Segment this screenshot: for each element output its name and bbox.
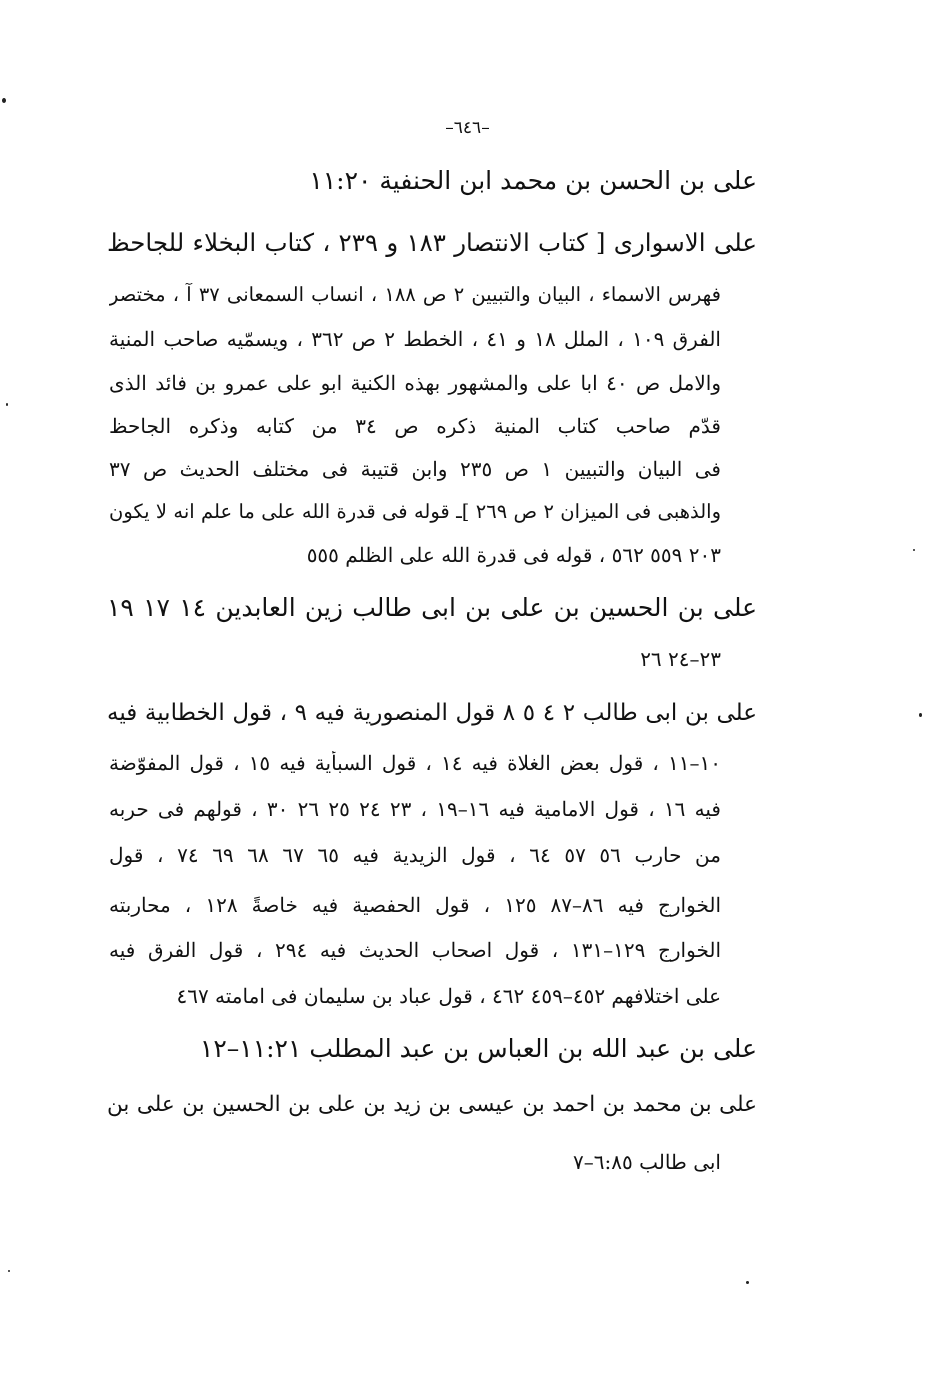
page-number: –٦٤٦– bbox=[445, 118, 490, 138]
entry-continuation-line: ٢٠٣ ٥٥٩ ٥٦٢ ، قوله فى قدرة الله على الظلم ٥٥٥ bbox=[306, 543, 721, 567]
entry-continuation-line: فهرس الاسماء ، البيان والتبيين ٢ ص ١٨٨ ، انساب السمعانى ٣٧ آ ، مختصر bbox=[109, 283, 721, 306]
entry-continuation-line: والذهبى فى الميزان ٢ ص ٢٦٩ ]ـ قوله فى قدرة الله على ما علم انه لا يكون bbox=[109, 500, 721, 523]
entry-heading-ali-ibn-abi-talib: على بن ابى طالب ٢ ٤ ٥ ٨ قول المنصورية فيه ٩ ، قول الخطابية فيه bbox=[107, 700, 757, 726]
entry-continuation-line: ابى طالب ٦:٨٥–٧ bbox=[573, 1150, 721, 1174]
entry-continuation-line: والامل ص ٤٠ ابا على والمشهور بهذه الكنية ابو على عمرو بن فائد الذى bbox=[109, 371, 721, 395]
entry-continuation-line: قدّم صاحب كتاب المنية ذكره ص ٣٤ من كتابه وذكره الجاحظ bbox=[109, 414, 721, 438]
entry-continuation-line: على اختلافهم ٤٥٢–٤٥٩ ٤٦٢ ، قول عباد بن سليمان فى امامته ٤٦٧ bbox=[176, 984, 721, 1008]
entry-continuation-line: الفرق ١٠٩ ، الملل ١٨ و ٤١ ، الخطط ٢ ص ٣٦٢ ، ويسمّيه صاحب المنية bbox=[109, 327, 721, 351]
scan-speck bbox=[913, 549, 915, 551]
scan-speck bbox=[6, 403, 8, 406]
entry-heading-ali-ibn-al-husayn: على بن الحسين بن على بن ابى طالب زين العابدين ١٤ ١٧ ١٩ bbox=[107, 593, 757, 622]
scan-speck bbox=[8, 1270, 10, 1272]
entry-continuation-line: فيه ١٦ ، قول الامامية فيه ١٦–١٩ ، ٢٣ ٢٤ ٢٥ ٢٦ ٣٠ ، قولهم فى حربه bbox=[109, 797, 721, 821]
entry-heading-ali-ibn-al-hasan: على بن الحسن بن محمد ابن الحنفية ١١:٢٠ bbox=[309, 166, 757, 195]
entry-heading-ali-ibn-muhammad: على بن محمد بن احمد بن عيسى بن زيد بن على بن الحسين بن على بن bbox=[107, 1092, 757, 1117]
scan-speck bbox=[2, 98, 6, 103]
scan-speck bbox=[919, 713, 922, 717]
entry-continuation-line: ٢٣–٢٤ ٢٦ bbox=[640, 647, 721, 671]
entry-heading-ali-al-uswari: على الاسوارى [ كتاب الانتصار ١٨٣ و ٢٣٩ ، كتاب البخلاء للجاحظ bbox=[107, 228, 757, 257]
entry-continuation-line: من حارب ٥٦ ٥٧ ٦٤ ، قول الزيدية فيه ٦٥ ٦٧ ٦٨ ٦٩ ٧٤ ، قول bbox=[109, 843, 721, 867]
entry-continuation-line: فى البيان والتبيين ١ ص ٢٣٥ وابن قتيبة فى مختلف الحديث ص ٣٧ bbox=[109, 457, 721, 481]
entry-continuation-line: الخوارج فيه ٨٦–٨٧ ١٢٥ ، قول الحفصية فيه خاصةً ١٢٨ ، محاربته bbox=[109, 893, 721, 917]
entry-continuation-line: ١٠–١١ ، قول بعض الغلاة فيه ١٤ ، قول السبأية فيه ١٥ ، قول المفوّضة bbox=[109, 751, 721, 775]
scan-speck bbox=[746, 1281, 749, 1284]
entry-continuation-line: الخوارج ١٢٩–١٣١ ، قول اصحاب الحديث فيه ٢٩٤ ، قول الفرق فيه bbox=[109, 938, 721, 962]
entry-heading-ali-ibn-abdallah: على بن عبد الله بن العباس بن عبد المطلب ١١:٢١–١٢ bbox=[199, 1034, 757, 1063]
